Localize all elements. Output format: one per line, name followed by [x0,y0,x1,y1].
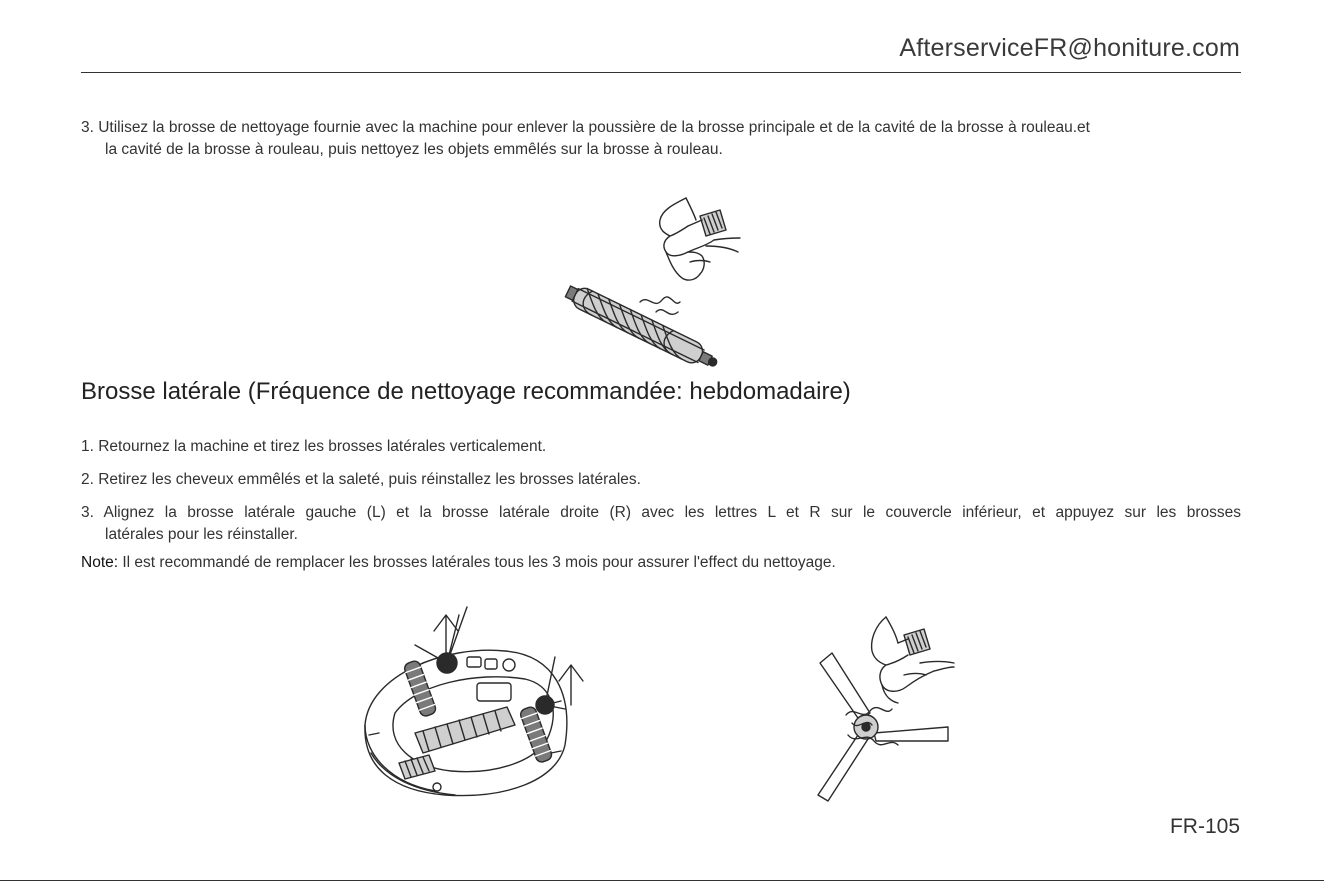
roller-brush-cleaning-illustration [570,190,760,365]
side-brush-cleaning-illustration [808,605,968,810]
side-brush-step-3-line-1: 3. Alignez la brosse latérale gauche (L) et la brosse latérale droite (R) avec les lettres L et R sur le couvercle inférieur, et appuyez sur les brosses [81,504,1241,521]
side-brush-step-1-text: 1. Retournez la machine et tirez les brosses latérales verticalement. [81,438,547,455]
side-brush-step-1 [81,436,1241,458]
main-brush-step-3 [81,117,1251,161]
side-brush-steps [81,436,1241,557]
page-number: FR-105 [1169,815,1240,838]
robot-underside-illustration [355,605,595,805]
side-brush-step-3 [81,502,1241,546]
side-brush-step-2-text: 2. Retirez les cheveux emmêlés et la saleté, puis réinstallez les brosses latérales. [81,471,641,488]
header-divider [81,72,1241,73]
note-text: Il est recommandé de remplacer les brosses latérales tous les 3 mois pour assurer l'effect du nettoyage. [118,554,836,571]
side-brush-note [81,552,836,574]
side-brush-heading: Brosse latérale (Fréquence de nettoyage recommandée: hebdomadaire) [81,378,851,405]
note-label: Note: [81,554,119,571]
footer-divider [0,880,1324,881]
side-brush-step-3-line-2: latérales pour les réinstaller. [105,526,298,543]
header-email: AfterserviceFR@honiture.com [899,34,1240,62]
main-brush-step-3-line-1: 3. Utilisez la brosse de nettoyage fournie avec la machine pour enlever la poussière de la brosse principale et de la cavité de la brosse à rouleau.et [81,119,1090,136]
side-brush-step-2 [81,469,1241,491]
main-brush-step-3-line-2: la cavité de la brosse à rouleau, puis nettoyez les objets emmêlés sur la brosse à rouleau. [105,141,723,158]
